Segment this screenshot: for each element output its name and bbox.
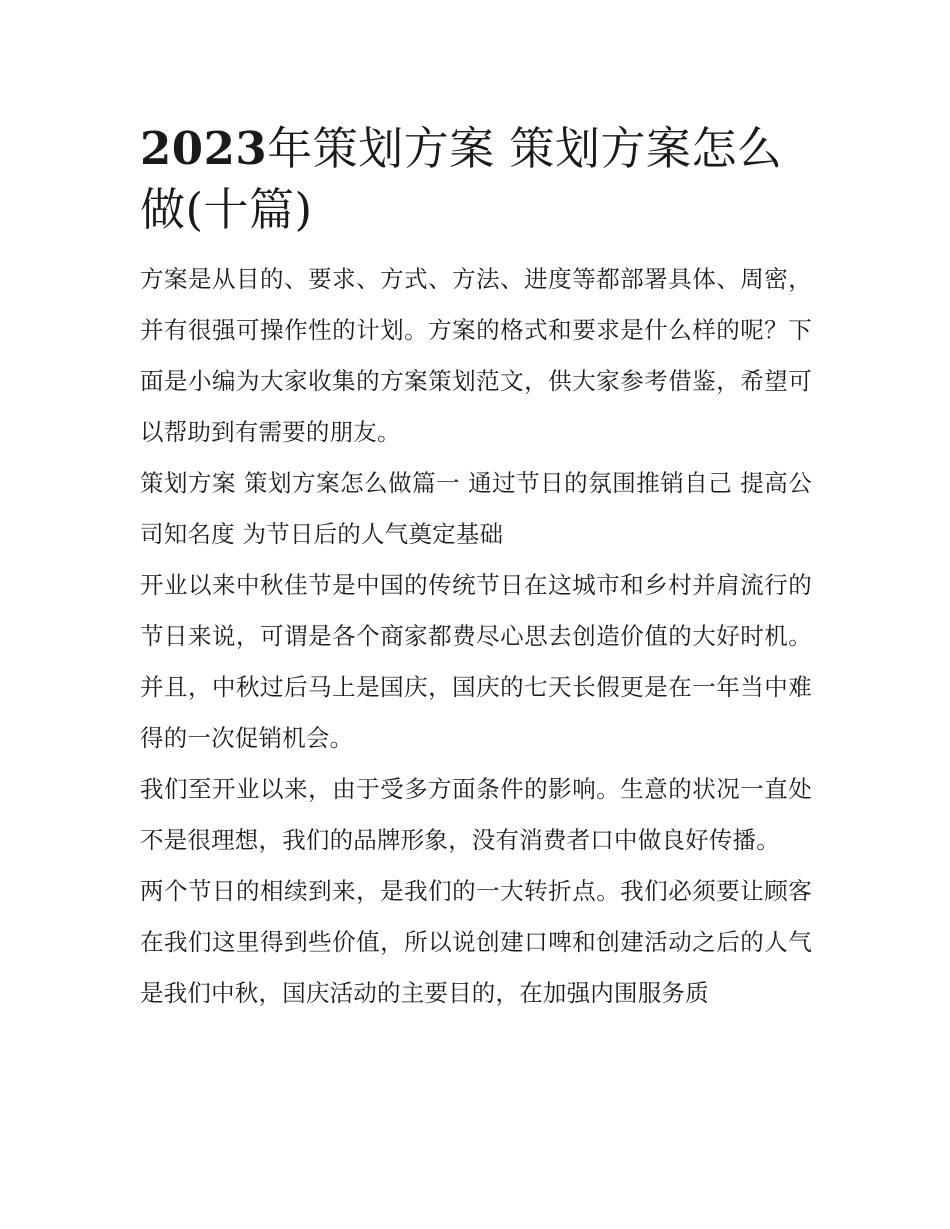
paragraph-background: 开业以来中秋佳节是中国的传统节日在这城市和乡村并肩流行的节日来说，可谓是各个商家都费尽心思去创造价值的大好时机。并且，中秋过后马上是国庆，国庆的七天长假更是在一年当中难得的一次促销机会。 xyxy=(140,571,812,752)
document-title xyxy=(140,118,812,240)
paragraph-situation: 我们至开业以来，由于受多方面条件的影响。生意的状况一直处不是很理想，我们的品牌形象，没有消费者口中做良好传播。 xyxy=(140,775,812,854)
title-text: 年策划方案 策划方案怎么做(十篇) xyxy=(140,122,783,236)
title-year: 2023 xyxy=(140,122,268,175)
paragraph-section-heading: 策划方案 策划方案怎么做篇一 通过节日的氛围推销自己 提高公司知名度 为节日后的人气奠定基础 xyxy=(140,469,812,548)
paragraph-intro: 方案是从目的、要求、方式、方法、进度等都部署具体、周密，并有很强可操作性的计划。方案的格式和要求是什么样的呢？下面是小编为大家收集的方案策划范文，供大家参考借鉴，希望可以帮助到有需要的朋友。 xyxy=(140,265,812,446)
paragraph-purpose: 两个节日的相续到来，是我们的一大转折点。我们必须要让顾客在我们这里得到些价值，所以说创建口啤和创建活动之后的人气是我们中秋，国庆活动的主要目的，在加强内围服务质 xyxy=(140,877,812,1007)
document-body xyxy=(140,118,812,1019)
